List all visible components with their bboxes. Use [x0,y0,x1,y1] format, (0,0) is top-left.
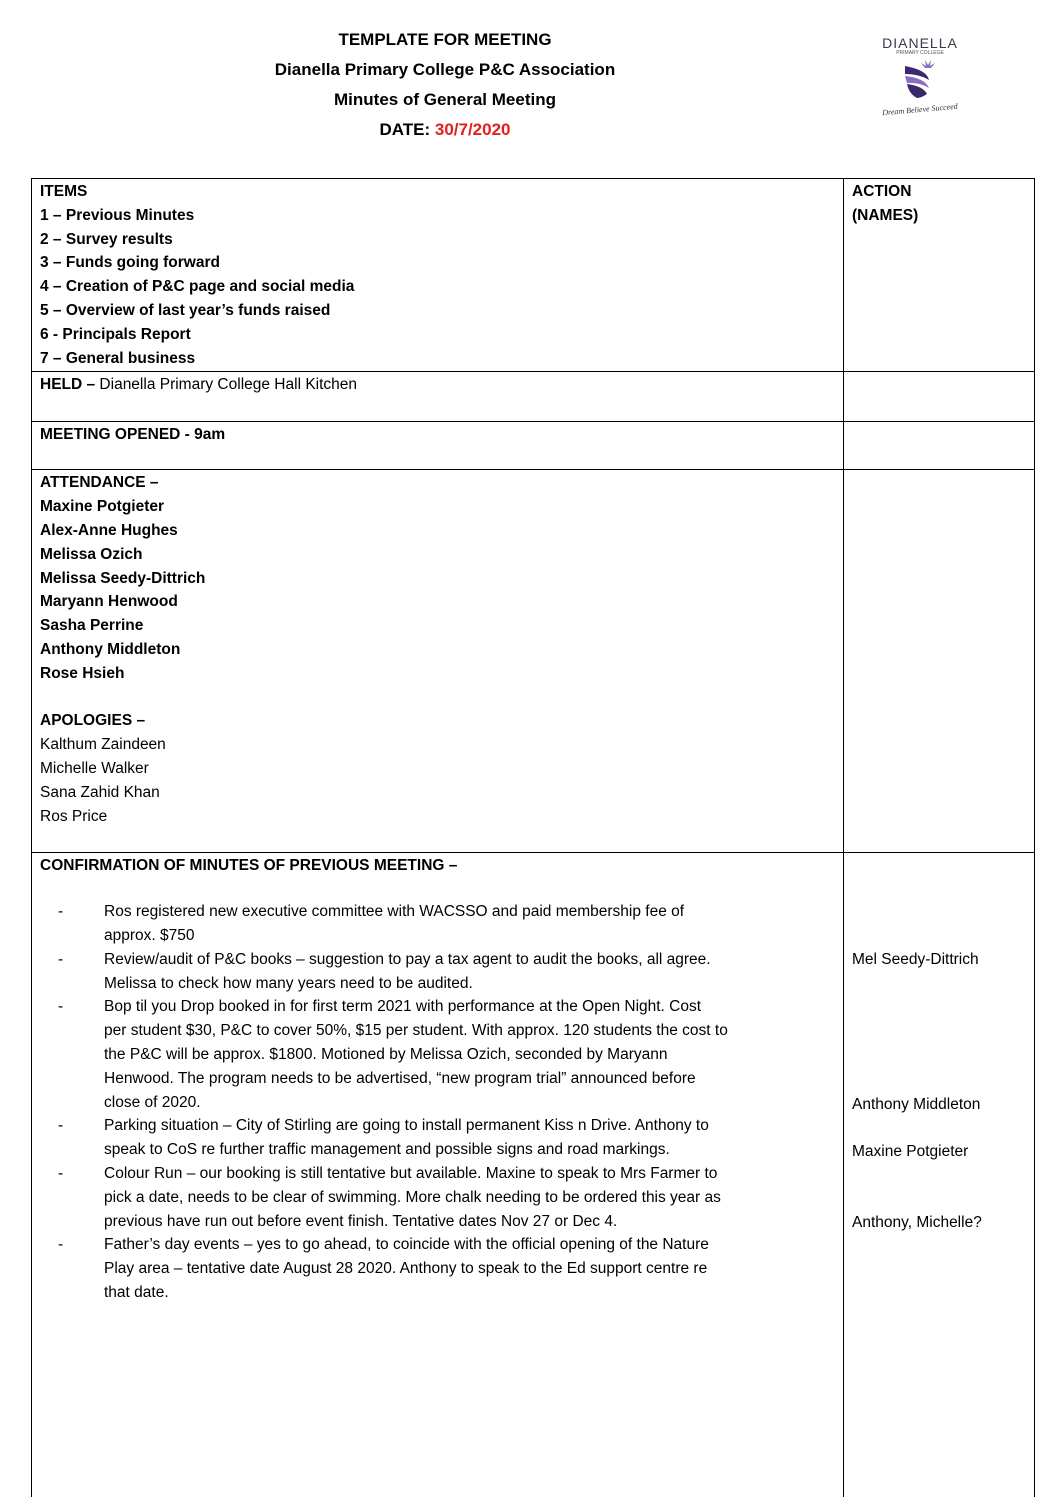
bullet-line: Play area – tentative date August 28 2020. Anthony to speak to the Ed support centre re [104,1260,708,1278]
items-row [32,179,1035,372]
attendee-name: Rose Hsieh [40,664,125,682]
opened-row [32,422,1035,470]
agenda-item: 7 – General business [40,349,196,367]
apology-name: Michelle Walker [40,759,149,777]
attendee-name: Maxine Potgieter [40,498,165,516]
confirmation-heading: CONFIRMATION OF MINUTES OF PREVIOUS MEETING – [40,857,458,875]
attendance-row [32,470,1035,853]
minutes-bullet [40,1162,835,1233]
minutes-bullet [40,900,835,948]
agenda-item: 2 – Survey results [40,230,173,248]
action-name: Maxine Potgieter [852,1143,969,1161]
bullet-line: - Bop til you Drop booked in for first term 2021 with performance at the Open Night. Cost [104,998,702,1016]
agenda-item: 5 – Overview of last year’s funds raised [40,301,331,319]
held-label: HELD – [40,376,96,394]
apology-name: Sana Zahid Khan [40,783,160,801]
attendee-name: Maryann Henwood [40,593,178,611]
agenda-item: 1 – Previous Minutes [40,206,195,224]
minutes-bullet [40,1233,835,1304]
items-heading: ITEMS [40,183,88,200]
meeting-date: DATE: 30/7/2020 [379,120,511,139]
bullet-line: previous have run out before event finish. Tentative dates Nov 27 or Dec 4. [104,1212,618,1230]
bullet-line: - Ros registered new executive committee with WACSSO and paid membership fee of [104,903,685,921]
agenda-item: 3 – Funds going forward [40,254,220,272]
confirmation-row [32,853,1035,1497]
bullet-line: Melissa to check how many years need to be audited. [104,974,473,992]
bullet-line: - Review/audit of P&C books – suggestion to pay a tax agent to audit the books, all agree. [104,950,711,968]
agenda-item: 6 - Principals Report [40,325,191,343]
association-name: Dianella Primary College P&C Association [274,60,616,79]
meeting-opened: MEETING OPENED - 9am [32,422,844,470]
bullet-line: pick a date, needs to be clear of swimming. More chalk needing to be ordered this year as [104,1188,721,1206]
bullet-line: - Father’s day events – yes to go ahead, to coincide with the official opening of the Nature [104,1236,709,1254]
bullet-line: speak to CoS re further traffic management and possible signs and road markings. [104,1141,670,1159]
attendee-name: Anthony Middleton [40,640,181,658]
attendee-name: Sasha Perrine [40,617,144,635]
template-title: TEMPLATE FOR MEETING [338,30,552,49]
attendee-name: Melissa Ozich [40,545,143,563]
bullet-line: - Colour Run – our booking is still tentative but available. Maxine to speak to Mrs Farmer to [104,1164,718,1182]
action-name: Anthony Middleton [852,1096,981,1114]
bullet-line: that date. [104,1283,169,1301]
bullet-line: - Parking situation – City of Stirling are going to install permanent Kiss n Drive. Anthony to [104,1117,709,1135]
document-header [190,25,700,145]
shield-icon [895,56,945,100]
action-heading: ACTION [852,183,912,200]
held-location: Dianella Primary College Hall Kitchen [95,376,358,394]
held-row [32,372,1035,422]
apologies-heading: APOLOGIES – [40,712,146,730]
bullet-line: per student $30, P&C to cover 50%, $15 per student. With approx. 120 students the cost to [104,1022,728,1040]
meeting-type: Minutes of General Meeting [334,90,556,109]
bullet-line: approx. $750 [104,926,195,944]
minutes-bullet [40,948,835,996]
apology-name: Ros Price [40,807,108,825]
agenda-item: 4 – Creation of P&C page and social media [40,278,355,296]
attendee-name: Alex-Anne Hughes [40,521,178,539]
minutes-bullet-list [40,900,835,1305]
attendance-heading: ATTENDANCE – [40,474,159,492]
bullet-line: Henwood. The program needs to be advertised, “new program trial” announced before [104,1069,696,1087]
bullet-line: the P&C will be approx. $1800. Motioned by Melissa Ozich, seconded by Maryann [104,1045,668,1063]
school-logo: DIANELLA PRIMARY COLLEGE Dream Believe Succeed [881,35,959,118]
bullet-line: close of 2020. [104,1093,201,1111]
apology-name: Kalthum Zaindeen [40,736,166,754]
attendee-name: Melissa Seedy-Dittrich [40,569,206,587]
minutes-bullet [40,1114,835,1162]
action-name: Anthony, Michelle? [852,1214,982,1232]
minutes-table [31,178,1035,1497]
action-subheading: (NAMES) [852,206,919,224]
minutes-bullet [40,995,835,1114]
action-name: Mel Seedy-Dittrich [852,951,979,969]
